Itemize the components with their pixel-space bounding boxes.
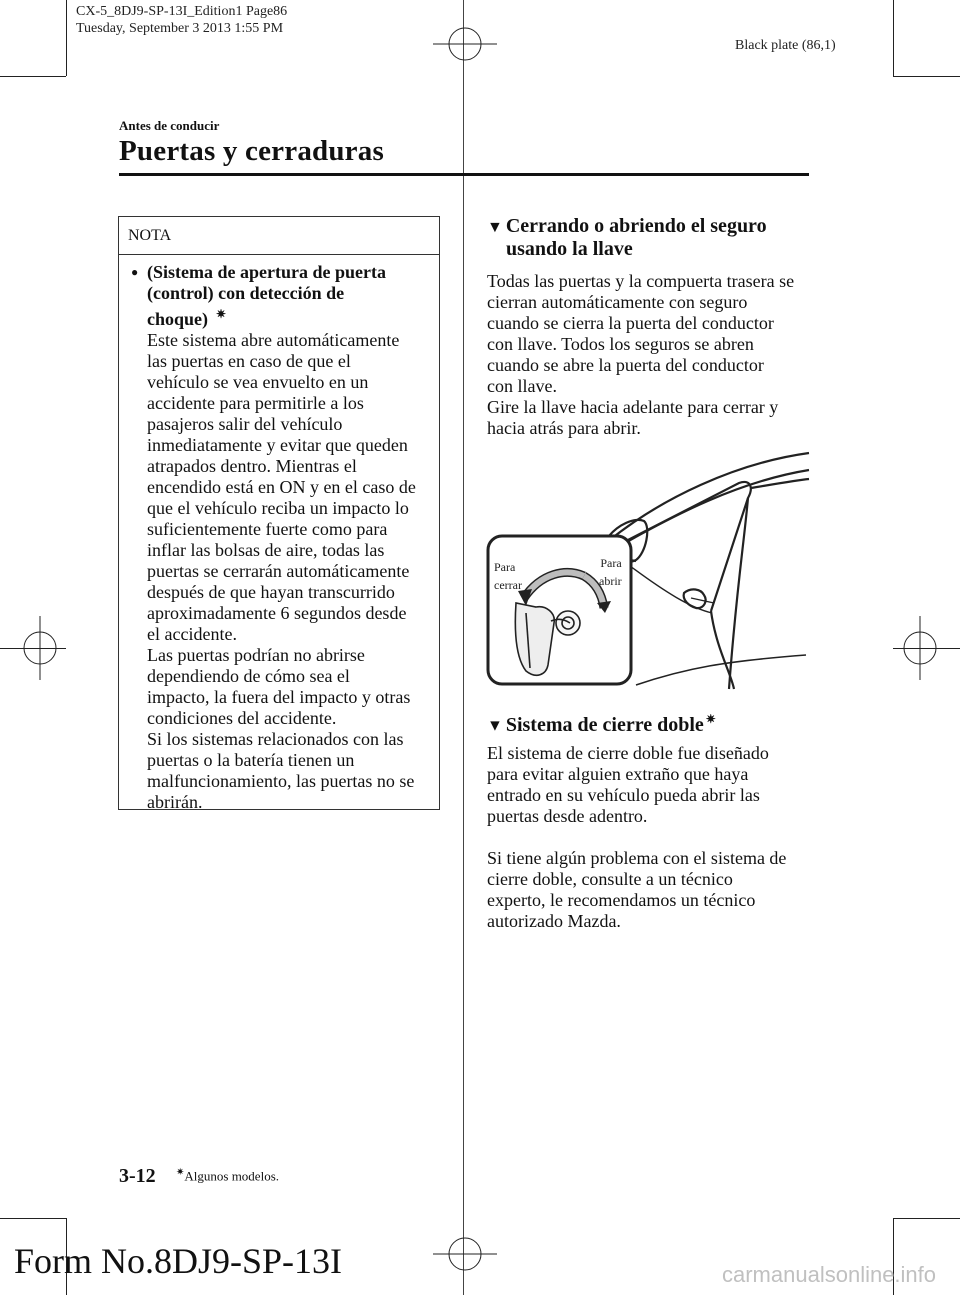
crop-mark bbox=[893, 1218, 960, 1219]
section1-text-line: con llave. Todos los seguros se abren bbox=[487, 334, 754, 354]
section1-text-line: con llave. bbox=[487, 376, 557, 396]
section1-title-line1: Cerrando o abriendo el seguro bbox=[505, 215, 767, 237]
note-text-line: que el vehículo reciba un impacto lo bbox=[147, 498, 409, 518]
note-text-line: el accidente. bbox=[147, 624, 237, 644]
crop-mark bbox=[463, 0, 464, 1295]
footnote bbox=[176, 1167, 279, 1184]
section2-text-line: puertas desde adentro. bbox=[487, 806, 648, 826]
print-header-line2: Tuesday, September 3 2013 1:55 PM bbox=[76, 21, 284, 36]
note-text-line: Este sistema abre automáticamente bbox=[147, 330, 400, 350]
lock-label-line1: Para bbox=[494, 560, 516, 574]
form-number: Form No.8DJ9-SP-13I bbox=[14, 1241, 343, 1281]
section2-text-line: entrado en su vehículo pueda abrir las bbox=[487, 785, 760, 805]
note-bullet bbox=[131, 262, 138, 283]
print-header-line1: CX-5_8DJ9-SP-13I_Edition1 Page86 bbox=[76, 4, 288, 19]
section2-para1 bbox=[487, 743, 817, 827]
note-title-text: NOTA bbox=[128, 227, 172, 244]
section2-para2 bbox=[487, 848, 817, 932]
note-text-line: pasajeros salir del vehículo bbox=[147, 414, 343, 434]
crop-mark bbox=[0, 76, 66, 77]
note-heading-line: (Sistema de apertura de puerta bbox=[147, 262, 386, 282]
section2-text-line: experto, le recomendamos un técnico bbox=[487, 890, 756, 910]
note-text-line: puertas o la batería tienen un bbox=[147, 750, 355, 770]
title-rule bbox=[119, 173, 809, 176]
crop-mark bbox=[893, 0, 894, 76]
lock-label-line2: cerrar bbox=[494, 578, 522, 592]
note-text-line: Si los sistemas relacionados con las bbox=[147, 729, 404, 749]
unlock-label-line1: Para bbox=[600, 556, 622, 570]
section1-heading-line2: usando la llave bbox=[506, 238, 633, 260]
page-title: Puertas y cerraduras bbox=[119, 135, 384, 167]
note-text-line: después de que hayan transcurrido bbox=[147, 582, 395, 602]
note-text-line: inflar las bolsas de aire, todas las bbox=[147, 540, 385, 560]
star-icon: ✷ bbox=[216, 307, 227, 321]
door-key-illustration bbox=[486, 443, 811, 691]
footnote-text: Algunos modelos. bbox=[184, 1168, 280, 1184]
star-icon: ✷ bbox=[705, 712, 716, 726]
section1-text-line: cuando se cierra la puerta del conductor bbox=[487, 313, 774, 333]
note-text-line: atrapados dentro. Mientras el bbox=[147, 456, 357, 476]
section2-text-line: Si tiene algún problema con el sistema de bbox=[487, 848, 787, 868]
crop-mark bbox=[66, 0, 67, 76]
section1-text-line: cuando se abre la puerta del conductor bbox=[487, 355, 764, 375]
section-label: Antes de conducir bbox=[119, 118, 220, 133]
note-text-line: aproximadamente 6 segundos desde bbox=[147, 603, 407, 623]
note-title bbox=[119, 217, 439, 255]
crop-mark bbox=[893, 76, 960, 77]
section1-text-line: cierran automáticamente con seguro bbox=[487, 292, 748, 312]
registration-target-right bbox=[888, 616, 952, 680]
section1-text-line: Todas las puertas y la compuerta trasera se bbox=[487, 271, 795, 291]
note-text-line: condiciones del accidente. bbox=[147, 708, 337, 728]
bullet-icon: ● bbox=[131, 265, 139, 279]
note-text-line: abrirán. bbox=[147, 792, 203, 812]
unlock-label-line2: abrir bbox=[599, 574, 622, 588]
section2-title: Sistema de cierre doble bbox=[505, 713, 704, 736]
note-heading-text: choque) bbox=[147, 309, 209, 329]
note-text-line: Las puertas podrían no abrirse bbox=[147, 645, 365, 665]
note-text-line: dependiendo de cómo sea el bbox=[147, 666, 350, 686]
registration-target-top bbox=[433, 12, 497, 76]
section1-text-line: hacia atrás para abrir. bbox=[487, 418, 641, 438]
note-text-line: accidente para permitirle a los bbox=[147, 393, 364, 413]
section2-text-line: autorizado Mazda. bbox=[487, 911, 621, 931]
section2-text-line: El sistema de cierre doble fue diseñado bbox=[487, 743, 769, 763]
section2-heading bbox=[487, 708, 716, 738]
note-text-line: encendido está en ON y en el caso de bbox=[147, 477, 416, 497]
section1-body bbox=[487, 271, 817, 439]
note-text-line: inmediatamente y evitar que queden bbox=[147, 435, 408, 455]
note-text-line: impacto, la fuera del impacto y otras bbox=[147, 687, 411, 707]
triangle-icon: ▼ bbox=[487, 717, 503, 735]
note-heading-line bbox=[147, 304, 437, 330]
note-text-lines bbox=[147, 330, 437, 813]
crop-mark bbox=[0, 1218, 66, 1219]
section2-text-line: para evitar alguien extraño que haya bbox=[487, 764, 749, 784]
section1-heading bbox=[487, 215, 767, 239]
note-text-line: las puertas en caso de que el bbox=[147, 351, 351, 371]
note-text-line: malfuncionamiento, las puertas no se bbox=[147, 771, 415, 791]
registration-target-left bbox=[8, 616, 72, 680]
triangle-icon: ▼ bbox=[487, 219, 503, 236]
plate-label: Black plate (86,1) bbox=[735, 38, 836, 53]
note-text-line: vehículo se vea envuelto en un bbox=[147, 372, 369, 392]
section1-text-line: Gire la llave hacia adelante para cerrar y bbox=[487, 397, 779, 417]
note-text-line: suficientemente fuerte como para bbox=[147, 519, 388, 539]
note-box bbox=[118, 216, 440, 810]
note-text-line: puertas se cerrarán automáticamente bbox=[147, 561, 410, 581]
star-icon: ✷ bbox=[176, 1167, 185, 1178]
unlock-label bbox=[599, 556, 622, 588]
page-number: 3-12 bbox=[119, 1165, 156, 1187]
registration-target-bottom bbox=[433, 1222, 497, 1286]
watermark: carmanualsonline.info bbox=[722, 1262, 937, 1287]
lock-label bbox=[494, 560, 522, 592]
note-body bbox=[147, 262, 437, 813]
section2-text-line: cierre doble, consulte a un técnico bbox=[487, 869, 733, 889]
note-heading-line: (control) con detección de bbox=[147, 283, 345, 303]
